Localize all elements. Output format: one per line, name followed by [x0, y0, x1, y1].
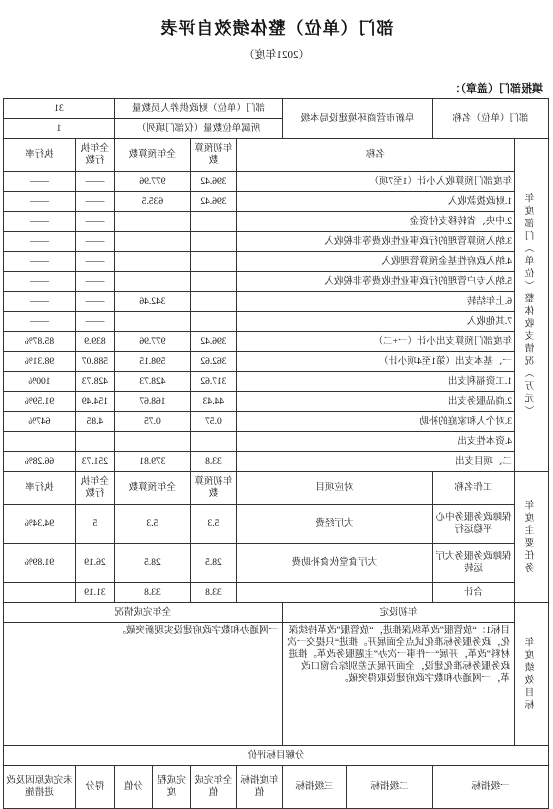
budget-row-initial: 396.42 [190, 172, 236, 192]
budget-header-full: 全年预算数 [114, 139, 190, 172]
budget-row-exec: —— [75, 232, 114, 252]
tasks-header-initial: 年初预算数 [190, 472, 236, 505]
staff-value: 31 [3, 99, 114, 119]
budget-row [3, 352, 548, 372]
tasks-header-exec: 全年执行数 [75, 472, 114, 505]
budget-row-exec: —— [75, 252, 114, 272]
budget-row-name: 1.工资福利支出 [236, 372, 514, 392]
budget-row-initial [190, 312, 236, 332]
goals-col-done: 全年完成情况 [3, 603, 282, 623]
budget-row [3, 452, 548, 472]
report-year: （2021年度） [243, 49, 310, 61]
budget-row-name: 2.中央、省转移支付资金 [236, 212, 514, 232]
task-project: 大厅食堂伙食补助费 [236, 544, 432, 583]
budget-row-name: 7.其他收入 [236, 312, 514, 332]
budget-header-exec: 全年执行数 [75, 139, 114, 172]
goals-set-text: 目标1：“放管服”改革纵深推进，“放管服”改革持续深化，政务服务标准化试点全面展开。推进“只提交一次材料”改革，开展“一件事一次办”主题服务改革。推进政务服务标准化建设，全面开展无差别综合窗口改革，一网通办和数字政府建设取得突破。 [282, 623, 514, 746]
budget-row-name: 4.资本性支出 [236, 432, 514, 452]
tasks-section-label: 年度主要任务 [515, 472, 549, 603]
task-initial: 28.5 [190, 544, 236, 583]
budget-row [3, 292, 548, 312]
metrics-header-level1: 一级指标 [432, 766, 548, 809]
tasks-header-name: 工作名称 [432, 472, 514, 505]
budget-row-initial [190, 252, 236, 272]
tasks-header-project: 对应项目 [236, 472, 432, 505]
budget-row-name: 3.对个人和家庭的补助 [236, 412, 514, 432]
budget-row-initial: 396.42 [190, 192, 236, 212]
budget-row-rate: 85.87% [3, 332, 75, 352]
budget-row [3, 332, 548, 352]
budget-row-initial [190, 432, 236, 452]
budget-row-exec: 839.9 [75, 332, 114, 352]
budget-row-initial [190, 292, 236, 312]
tasks-total-full: 33.8 [114, 583, 190, 603]
metrics-header-score-max: 分值 [114, 766, 152, 809]
task-rate: 94.34% [3, 505, 75, 544]
budget-row-exec [75, 432, 114, 452]
budget-row-initial: 362.62 [190, 352, 236, 372]
budget-row-rate: 91.59% [3, 392, 75, 412]
tasks-header-row [3, 472, 548, 505]
budget-row-name: 4.纳入政府性基金预算管理收入 [236, 252, 514, 272]
budget-row-rate: 647% [3, 412, 75, 432]
tasks-header-full: 全年预算数 [114, 472, 190, 505]
budget-row-rate: —— [3, 272, 75, 292]
budget-row-name: 6.上年结转 [236, 292, 514, 312]
budget-row-full: 342.46 [114, 292, 190, 312]
goals-header-row [3, 603, 548, 623]
budget-row-initial [190, 212, 236, 232]
metrics-header-score: 得分 [75, 766, 114, 809]
budget-header-row [3, 139, 548, 172]
metrics-section-row [3, 746, 548, 766]
metrics-header-level3: 三级指标 [282, 766, 346, 809]
budget-row-name: 二、项目支出 [236, 452, 514, 472]
budget-row-initial: 0.57 [190, 412, 236, 432]
metrics-header-row [3, 766, 548, 809]
budget-row-initial: 44.43 [190, 392, 236, 412]
budget-row-name: 3.纳入预算管理的行政事业性收费等非税收入 [236, 232, 514, 252]
budget-row-full: 977.96 [114, 172, 190, 192]
budget-row-full: 598.15 [114, 352, 190, 372]
goals-done-text: 一网通办和数字政府建设实现新突破。 [3, 623, 282, 746]
budget-row-full: 379.81 [114, 452, 190, 472]
tasks-header-rate: 执行率 [3, 472, 75, 505]
budget-row-name: 1.财政拨款收入 [236, 192, 514, 212]
task-initial: 5.3 [190, 505, 236, 544]
budget-row-full: 428.73 [114, 372, 190, 392]
budget-row [3, 172, 548, 192]
budget-row-rate: —— [3, 292, 75, 312]
budget-row [3, 372, 548, 392]
page-title: 部门（单位）整体绩效自评表 [159, 19, 394, 38]
task-name: 保障政务服务中心平稳运行 [432, 505, 514, 544]
budget-row-full [114, 312, 190, 332]
sub-count-label: 所属单位数量（仅部门填列） [114, 119, 282, 139]
tasks-total-row [3, 583, 548, 603]
task-exec: 26.19 [75, 544, 114, 583]
budget-row-exec: —— [75, 312, 114, 332]
budget-row-rate: 100% [3, 372, 75, 392]
metrics-header-target: 年度指标值 [236, 766, 282, 809]
budget-row-rate: —— [3, 232, 75, 252]
fill-unit-label: 填报部门（盖章）： [449, 83, 543, 95]
budget-row-full [114, 432, 190, 452]
tasks-total-project [236, 583, 432, 603]
task-exec: 5 [75, 505, 114, 544]
tasks-total-initial: 33.8 [190, 583, 236, 603]
budget-row [3, 432, 548, 452]
budget-row-rate: —— [3, 252, 75, 272]
budget-row-exec: 4.85 [75, 412, 114, 432]
task-row [3, 505, 548, 544]
budget-row [3, 272, 548, 292]
budget-row-name: 一、基本支出（第1至4项小计） [236, 352, 514, 372]
budget-row-rate [3, 432, 75, 452]
metrics-header-level2: 二级指标 [346, 766, 432, 809]
budget-row [3, 252, 548, 272]
info-row-1 [3, 99, 548, 119]
budget-row-full [114, 252, 190, 272]
budget-row-initial: 396.42 [190, 332, 236, 352]
budget-row-exec: 154.49 [75, 392, 114, 412]
budget-header-initial: 年初预算数 [190, 139, 236, 172]
budget-row-initial: 317.62 [190, 372, 236, 392]
budget-row-name: 年度部门预算支出小计（一+二） [236, 332, 514, 352]
budget-row [3, 192, 548, 212]
budget-row-full [114, 232, 190, 252]
budget-row [3, 212, 548, 232]
budget-row [3, 392, 548, 412]
budget-row-full: 635.5 [114, 192, 190, 212]
budget-row-exec: —— [75, 272, 114, 292]
dept-name-label: 部门（单位）名称 [432, 99, 548, 139]
budget-header-rate: 执行率 [3, 139, 75, 172]
budget-row-full: 977.96 [114, 332, 190, 352]
budget-row-full: 168.67 [114, 392, 190, 412]
tasks-total-exec: 31.19 [75, 583, 114, 603]
budget-row-rate: 98.31% [3, 352, 75, 372]
budget-row-full: 0.75 [114, 412, 190, 432]
metrics-header-reason: 未完成原因及改进措施 [3, 766, 75, 809]
budget-header-name: 名称 [236, 139, 514, 172]
goals-col-set: 年初设定 [282, 603, 514, 623]
metrics-section-label: 分解目标评价 [3, 746, 548, 766]
goals-body-row [3, 623, 548, 746]
task-full: 5.3 [114, 505, 190, 544]
budget-row-initial [190, 272, 236, 292]
budget-row-name: 年度部门预算收入小计（1至7项） [236, 172, 514, 192]
budget-row-name: 5.纳入专户管理的行政事业性收费等非税收入 [236, 272, 514, 292]
task-row [3, 544, 548, 583]
budget-row-rate: —— [3, 192, 75, 212]
evaluation-table [3, 98, 549, 809]
budget-row-rate: 66.28% [3, 452, 75, 472]
budget-section-label: 年度部门（单位）整体收支情况（万元） [515, 139, 549, 472]
metrics-header-actual: 全年完成值 [190, 766, 236, 809]
budget-row [3, 312, 548, 332]
dept-name-value: 阜新市营商环境建设局本级 [282, 99, 432, 139]
goals-section-label: 年度绩效目标 [515, 603, 549, 746]
staff-label: 部门（单位）财政供养人员数量 [114, 99, 282, 119]
budget-row-exec: —— [75, 212, 114, 232]
budget-row-initial: 33.8 [190, 452, 236, 472]
tasks-total-label: 合计 [432, 583, 514, 603]
budget-row-rate: —— [3, 312, 75, 332]
budget-row [3, 232, 548, 252]
task-name: 保障政务服务大厅运转 [432, 544, 514, 583]
task-full: 28.5 [114, 544, 190, 583]
budget-row-initial [190, 232, 236, 252]
budget-row-full [114, 212, 190, 232]
task-project: 大厅经费 [236, 505, 432, 544]
sub-count-value: 1 [3, 119, 114, 139]
budget-row-exec: —— [75, 292, 114, 312]
budget-row-rate: —— [3, 212, 75, 232]
metrics-header-degree: 完成程度 [152, 766, 190, 809]
tasks-total-rate [3, 583, 75, 603]
budget-row-exec: 588.07 [75, 352, 114, 372]
budget-row-exec: —— [75, 172, 114, 192]
budget-row-exec: 251.73 [75, 452, 114, 472]
budget-row-exec: —— [75, 192, 114, 212]
budget-row-name: 2.商品服务支出 [236, 392, 514, 412]
budget-row-full [114, 272, 190, 292]
task-rate: 91.89% [3, 544, 75, 583]
budget-row [3, 412, 548, 432]
budget-row-rate: —— [3, 172, 75, 192]
budget-row-exec: 428.73 [75, 372, 114, 392]
